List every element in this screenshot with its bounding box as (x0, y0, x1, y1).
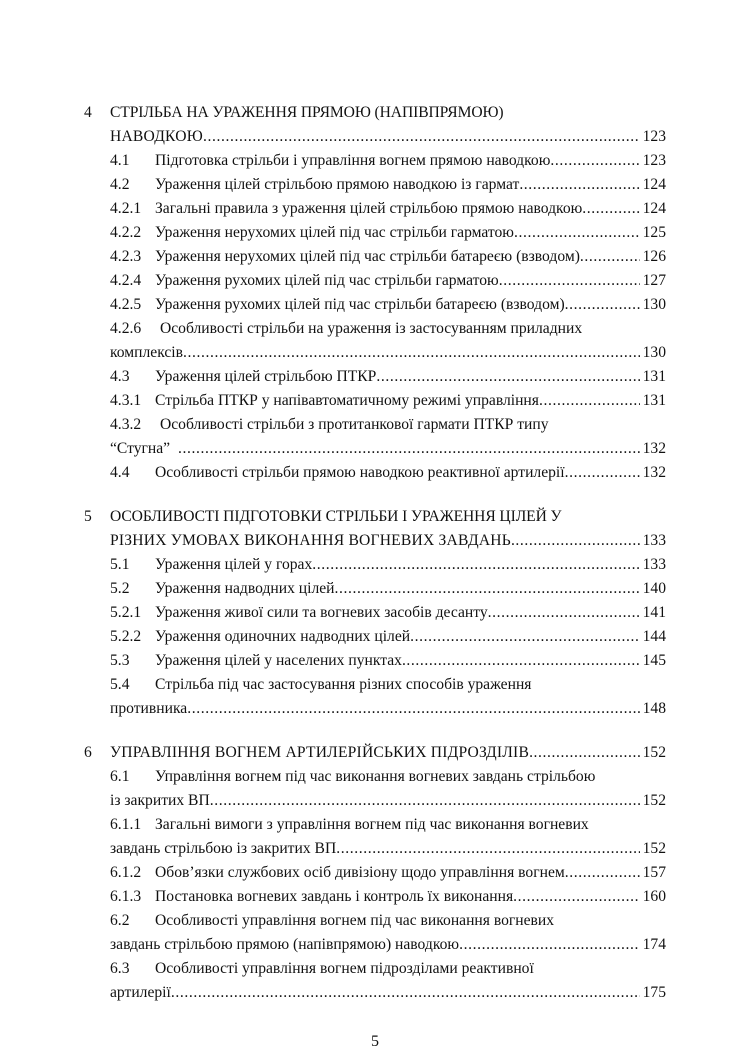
toc-number: 4.2 (110, 176, 130, 193)
toc-entry-4-3[interactable] (0, 365, 750, 389)
toc-title: Особливості стрільби з протитанкової гармати ПТКР типу (160, 416, 549, 433)
toc-number: 6 (84, 744, 92, 761)
toc-number: 4.2.2 (110, 224, 142, 241)
toc-entry-4-2-2[interactable] (0, 221, 750, 245)
toc-title: Ураження рухомих цілей під час стрільби батареєю (взводом) (155, 296, 565, 313)
toc-number: 4.2.1 (110, 200, 142, 217)
toc-entry-5-4-cont[interactable] (0, 697, 750, 721)
toc-title-cont: із закритих ВП (110, 792, 210, 809)
toc-leader (580, 245, 640, 269)
toc-chapter-4[interactable] (0, 101, 750, 125)
toc-page: 131 (642, 392, 666, 409)
toc-page: 157 (642, 864, 666, 881)
toc-number: 4.2.3 (110, 248, 142, 265)
toc-entry-4-3-2[interactable] (0, 413, 750, 437)
toc-entry-6-1-cont[interactable] (0, 789, 750, 813)
toc-number: 6.1.1 (110, 816, 142, 833)
toc-page: 144 (642, 628, 666, 645)
toc-page: 123 (642, 152, 666, 169)
toc-leader (514, 221, 640, 245)
toc-chapter-5-cont[interactable] (0, 529, 750, 553)
toc-page: 130 (642, 344, 666, 361)
toc-leader (203, 125, 640, 149)
toc-title: Постановка вогневих завдань і контроль їх виконання (155, 888, 514, 905)
toc-leader (335, 577, 640, 601)
toc-title: Стрільба під час застосування різних способів ураження (155, 676, 532, 693)
toc-page: 141 (642, 604, 666, 621)
toc-entry-6-3[interactable] (0, 957, 750, 981)
toc-title: УПРАВЛІННЯ ВОГНЕМ АРТИЛЕРІЙСЬКИХ ПІДРОЗДІЛІВ (110, 744, 530, 761)
toc-title: Особливості стрільби на ураження із застосуванням приладних (160, 320, 583, 337)
toc-page: 127 (642, 272, 666, 289)
toc-number: 4 (84, 104, 92, 121)
toc-title: ОСОБЛИВОСТІ ПІДГОТОВКИ СТРІЛЬБИ І УРАЖЕННЯ ЦІЛЕЙ У (110, 508, 562, 525)
toc-entry-5-1[interactable] (0, 553, 750, 577)
toc-leader (459, 933, 640, 957)
toc-leader (178, 437, 640, 461)
toc-number: 6.1 (110, 768, 130, 785)
toc-entry-4-2-5[interactable] (0, 293, 750, 317)
toc-entry-4-4[interactable] (0, 461, 750, 485)
toc-title: Ураження цілей у населених пунктах (155, 652, 402, 669)
toc-chapter-6[interactable] (0, 741, 750, 765)
toc-title-cont: артилерії (110, 984, 171, 1001)
toc-leader (402, 649, 640, 673)
toc-entry-4-2-4[interactable] (0, 269, 750, 293)
toc-number: 5.1 (110, 556, 130, 573)
toc-title: СТРІЛЬБА НА УРАЖЕННЯ ПРЯМОЮ (НАПІВПРЯМОЮ) (110, 104, 504, 121)
toc-title-cont: “Стугна” (110, 440, 171, 457)
toc-number: 5 (84, 508, 92, 525)
toc-entry-6-2-cont[interactable] (0, 933, 750, 957)
toc-leader (582, 197, 639, 221)
toc-number: 5.4 (110, 676, 130, 693)
toc-entry-6-1-1-cont[interactable] (0, 837, 750, 861)
toc-number: 4.2.6 (110, 320, 142, 337)
toc-title-cont: НАВОДКОЮ (110, 128, 203, 145)
toc-page: 174 (642, 936, 666, 953)
toc-title: Обов’язки службових осіб дивізіону щодо управління вогнем (155, 864, 565, 881)
page-number: 5 (371, 1033, 379, 1050)
toc-entry-6-3-cont[interactable] (0, 981, 750, 1005)
toc-number: 6.1.3 (110, 888, 142, 905)
toc-page: 152 (642, 792, 666, 809)
toc-entry-5-2[interactable] (0, 577, 750, 601)
toc-title: Ураження нерухомих цілей під час стрільби гарматою (155, 224, 514, 241)
toc-title-cont: комплексів (110, 344, 184, 361)
toc-number: 6.1.2 (110, 864, 142, 881)
toc-page: 148 (642, 700, 666, 717)
toc-leader (171, 981, 640, 1005)
toc-leader (539, 389, 640, 413)
toc-leader (550, 149, 639, 173)
toc-page: 131 (642, 368, 666, 385)
toc-entry-5-4[interactable] (0, 673, 750, 697)
toc-number: 6.3 (110, 960, 130, 977)
toc-title: Загальні правила з ураження цілей стрільбою прямою наводкою (155, 200, 583, 217)
toc-number: 4.3.1 (110, 392, 142, 409)
toc-title: Ураження нерухомих цілей під час стрільби батареєю (взводом) (155, 248, 580, 265)
toc-entry-6-1-2[interactable] (0, 861, 750, 885)
toc-title: Підготовка стрільби і управління вогнем прямою наводкою (155, 152, 551, 169)
toc-leader (511, 529, 640, 553)
toc-page: 133 (642, 532, 666, 549)
toc-entry-5-2-2[interactable] (0, 625, 750, 649)
toc-title: Загальні вимоги з управління вогнем під час виконання вогневих (155, 816, 589, 833)
toc-entry-6-1-1[interactable] (0, 813, 750, 837)
toc-leader (565, 461, 640, 485)
toc-leader (529, 741, 640, 765)
toc-leader (499, 269, 640, 293)
toc-leader (187, 697, 639, 721)
toc-entry-4-1[interactable] (0, 149, 750, 173)
toc-leader (336, 837, 639, 861)
toc-number: 5.3 (110, 652, 130, 669)
toc-page: 123 (642, 128, 666, 145)
toc-entry-5-3[interactable] (0, 649, 750, 673)
toc-entry-6-2[interactable] (0, 909, 750, 933)
toc-title: Особливості управління вогнем підрозділами реактивної (155, 960, 534, 977)
toc-number: 5.2.2 (110, 628, 142, 645)
toc-number: 4.2.5 (110, 296, 142, 313)
toc-entry-4-2-3[interactable] (0, 245, 750, 269)
toc-title: Ураження живої сили та вогневих засобів десанту (155, 604, 488, 621)
toc-page: 126 (642, 248, 666, 265)
toc-title-cont: завдань стрільбою із закритих ВП (110, 840, 337, 857)
toc-entry-6-1[interactable] (0, 765, 750, 789)
toc-leader (565, 861, 640, 885)
toc-entry-4-2-6-cont[interactable] (0, 341, 750, 365)
toc-leader (376, 365, 639, 389)
toc-leader (488, 601, 640, 625)
toc-leader (183, 341, 640, 365)
toc-number: 5.2.1 (110, 604, 142, 621)
toc-page: 140 (642, 580, 666, 597)
toc-title-cont: РІЗНИХ УМОВАХ ВИКОНАННЯ ВОГНЕВИХ ЗАВДАНЬ (110, 532, 511, 549)
toc-number: 4.3.2 (110, 416, 142, 433)
toc-page: 145 (642, 652, 666, 669)
toc-page: 133 (642, 556, 666, 573)
toc-leader (210, 789, 640, 813)
toc-leader (513, 885, 639, 909)
toc-page: 124 (642, 200, 666, 217)
toc-number: 4.2.4 (110, 272, 142, 289)
toc-entry-4-3-2-cont[interactable] (0, 437, 750, 461)
toc-page: 152 (642, 840, 666, 857)
toc-leader (312, 553, 639, 577)
toc-leader (565, 293, 640, 317)
toc-entry-4-2[interactable] (0, 173, 750, 197)
toc-title: Ураження цілей у горах (155, 556, 313, 573)
toc-page: 160 (642, 888, 666, 905)
toc-title-cont: противника (110, 700, 188, 717)
toc-title: Управління вогнем під час виконання вогневих завдань стрільбою (155, 768, 596, 785)
toc-chapter-5[interactable] (0, 505, 750, 529)
toc-title: Особливості стрільби прямою наводкою реактивної артилерії (155, 464, 565, 481)
toc-page: 152 (642, 744, 666, 761)
toc-chapter-4-cont[interactable] (0, 125, 750, 149)
toc-entry-5-2-1[interactable] (0, 601, 750, 625)
toc-entry-6-1-3[interactable] (0, 885, 750, 909)
toc-title: Стрільба ПТКР у напівавтоматичному режимі управління (155, 392, 539, 409)
toc-entry-4-2-1[interactable] (0, 197, 750, 221)
toc-title: Особливості управління вогнем під час виконання вогневих (155, 912, 555, 929)
toc-leader (519, 173, 639, 197)
toc-title-cont: завдань стрільбою прямою (напівпрямою) наводкою (110, 936, 460, 953)
toc-entry-4-2-6[interactable] (0, 317, 750, 341)
toc-number: 4.3 (110, 368, 130, 385)
toc-page: 175 (642, 984, 666, 1001)
toc-title: Ураження рухомих цілей під час стрільби гарматою (155, 272, 499, 289)
toc-title: Ураження одиночних надводних цілей (155, 628, 411, 645)
toc-title: Ураження цілей стрільбою ПТКР (155, 368, 377, 385)
toc-title: Ураження надводних цілей (155, 580, 335, 597)
toc-number: 5.2 (110, 580, 130, 597)
toc-page: 132 (642, 464, 666, 481)
toc-page: 124 (642, 176, 666, 193)
toc-number: 4.1 (110, 152, 130, 169)
toc-page: 125 (642, 224, 666, 241)
toc-entry-4-3-1[interactable] (0, 389, 750, 413)
toc-page: 130 (642, 296, 666, 313)
toc-number: 6.2 (110, 912, 130, 929)
toc-leader (410, 625, 640, 649)
toc-number: 4.4 (110, 464, 130, 481)
toc-title: Ураження цілей стрільбою прямою наводкою із гармат (155, 176, 520, 193)
toc-page: 132 (642, 440, 666, 457)
